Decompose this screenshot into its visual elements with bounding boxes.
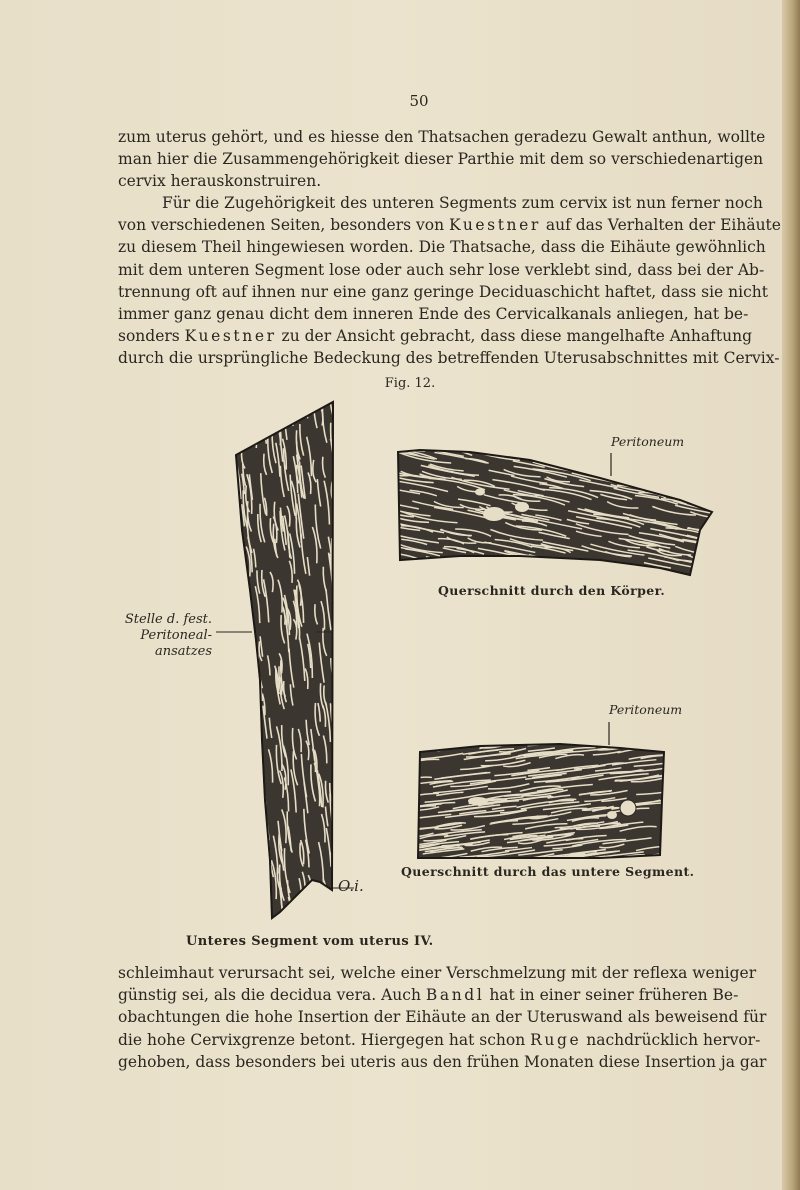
text-line — [118, 214, 781, 236]
author-name: Kuestner — [184, 327, 277, 346]
text-line: cervix herauskonstruiren. — [118, 172, 322, 191]
text-run: nachdrücklich hervor- — [581, 1030, 761, 1049]
figure-main-caption: Unteres Segment vom uterus IV. — [186, 934, 434, 949]
annotation-line: Peritoneal- — [140, 628, 212, 643]
caption-lower-segment-section: Querschnitt durch das untere Segment. — [401, 864, 695, 879]
text-line: gehoben, dass besonders bei uteris aus den frühen Monaten diese Insertion ja gar — [118, 1052, 767, 1071]
page-edge — [782, 0, 800, 1190]
caption-body-section: Querschnitt durch den Körper. — [438, 583, 666, 598]
text-run: auf das Verhalten der Eihäute — [540, 216, 781, 235]
annotation-line: Stelle d. fest. — [124, 612, 212, 627]
text-line: trennung oft auf ihnen nur eine ganz geringe Deciduaschicht haftet, dass sie nicht — [118, 282, 768, 301]
author-name: Bandl — [425, 986, 485, 1005]
text-line: man hier die Zusammengehörigkeit dieser Parthie mit dem so verschiedenartigen — [118, 150, 764, 169]
text-line: Für die Zugehörigkeit des unteren Segments zum cervix ist nun ferner noch — [162, 194, 763, 212]
text-line: schleimhaut verursacht sei, welche einer Verschmelzung mit der reflexa weniger — [118, 964, 757, 982]
peritoneal-attachment-annotation — [100, 612, 212, 660]
text-run: von verschiedenen Seiten, besonders von — [118, 216, 449, 235]
text-line: zum uterus gehört, und es hiesse den Thatsachen geradezu Gewalt anthun, wollte — [118, 128, 766, 146]
text-run: günstig sei, als die decidua vera. Auch — [118, 986, 426, 1005]
text-run: zu der Ansicht gebracht, dass diese mangelhafte Anhaftung — [276, 327, 752, 346]
peritoneum-label-upper: Peritoneum — [611, 434, 685, 449]
text-line: mit dem unteren Segment lose oder auch sehr lose verklebt sind, dass bei der Ab- — [118, 260, 765, 279]
text-run: hat in einer seiner früheren Be- — [484, 986, 739, 1005]
text-line — [118, 1029, 761, 1051]
paragraph-2 — [118, 192, 781, 370]
figure-label: Fig. 12. — [384, 376, 436, 391]
text-run: die hohe Cervixgrenze betont. Hiergegen hat schon — [118, 1030, 531, 1049]
annotation-line: ansatzes — [155, 644, 212, 659]
page-number: 50 — [409, 92, 429, 110]
author-name: Kuestner — [448, 216, 541, 235]
text-line: obachtungen die hohe Insertion der Eihäute an der Uteruswand als beweisend für — [118, 1008, 767, 1027]
text-line — [118, 984, 739, 1006]
author-name: Ruge — [530, 1030, 582, 1049]
paragraph-1 — [118, 126, 766, 193]
text-run: sonders — [118, 327, 185, 346]
paragraph-3 — [118, 962, 767, 1073]
text-line: zu diesem Theil hingewiesen worden. Die Thatsache, dass die Eihäute gewöhnlich — [118, 238, 766, 257]
text-line — [118, 325, 752, 347]
peritoneum-label-lower: Peritoneum — [609, 702, 683, 717]
os-internum-label: O.i. — [338, 877, 364, 895]
text-line: durch die ursprüngliche Bedeckung des betreffenden Uterusabschnittes mit Cervix- — [118, 349, 780, 368]
text-line: immer ganz genau dicht dem inneren Ende des Cervicalkanals anliegen, hat be- — [118, 305, 749, 324]
